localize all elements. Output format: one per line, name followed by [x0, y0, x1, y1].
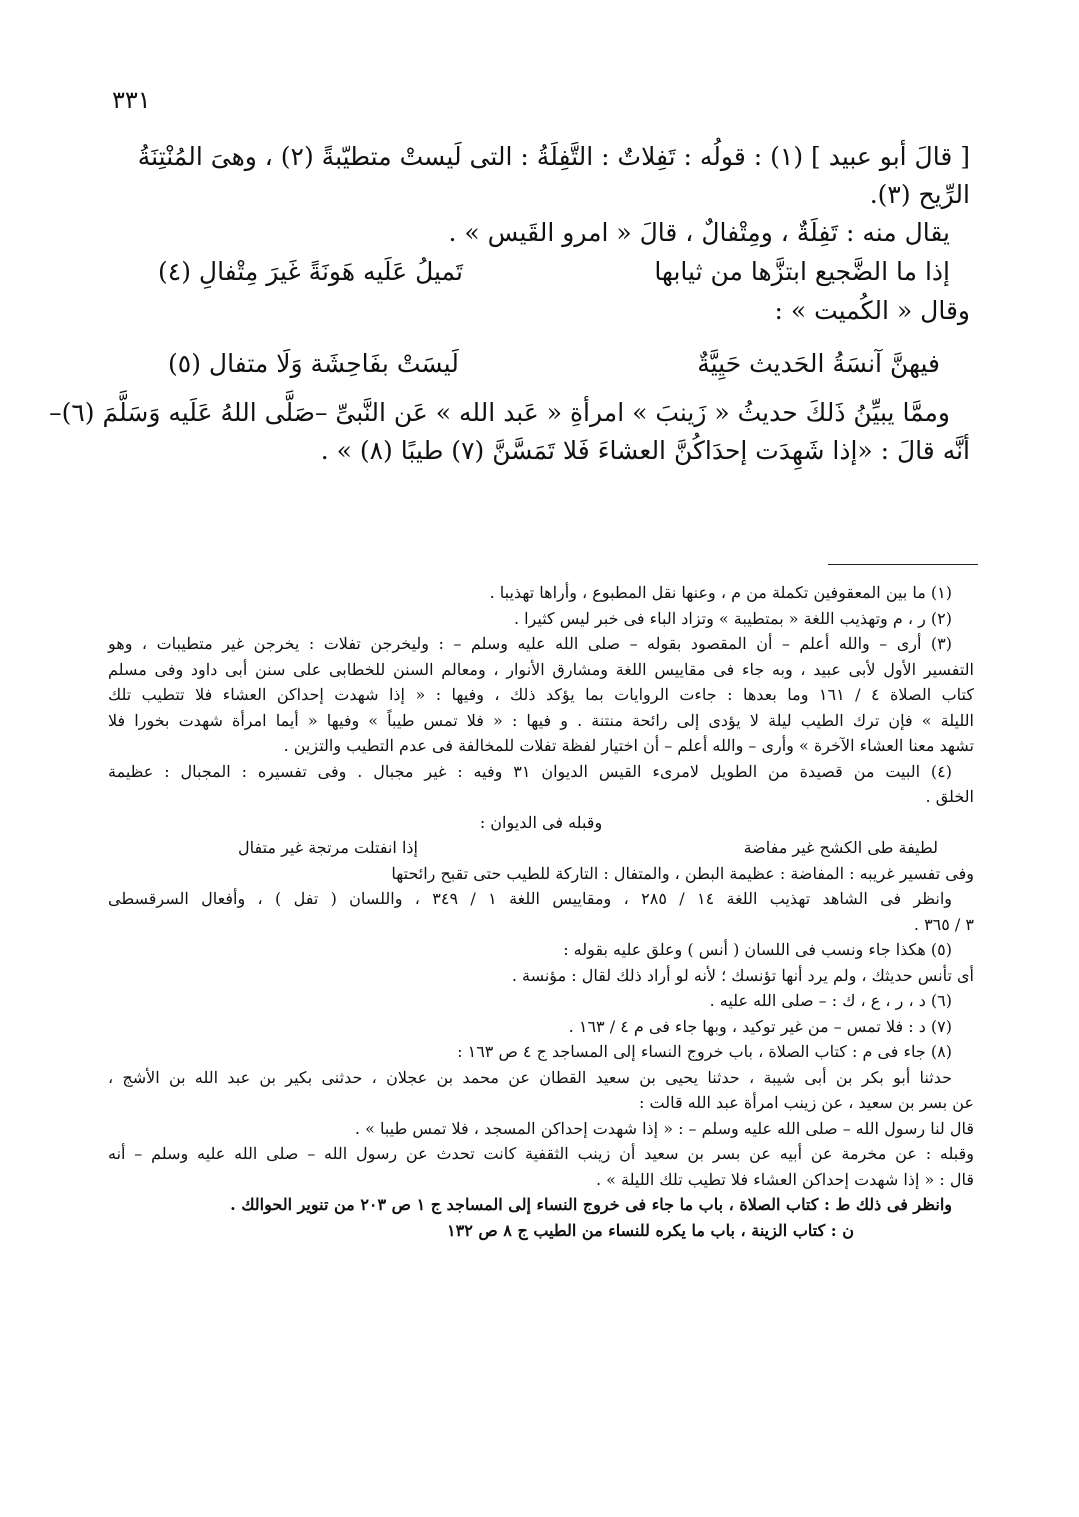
footnote-2: (٢) ر ، م وتهذيب اللغة « بمتطيبة » وتزاد الباء فى خبر ليس كثيرا . [513, 608, 952, 628]
main-line-1: [ قالَ أبو عبيد ] (١) : قولُه : تَفِلاتٌ : التَّفِلَةُ : التى لَيستْ متطيّبةً (٢) ، وهىَ المُنْتِنَةُ [137, 142, 970, 171]
footnote-separator [828, 564, 978, 565]
verse-1-second-hemistich: تَميلُ عَلَيه هَونَةً غَيرَ مِتْفالِ (٤) [158, 257, 463, 286]
footnote-4-verse-first: لطيفة طى الكشح غير مفاضة [743, 838, 938, 857]
verse-1 [158, 252, 950, 292]
footnote-4-line-4: وفى تفسير غريبه : المفاضة : عظيمة البطن ، والمتفال : التاركة للطيب حتى تقبح رائحتها [391, 863, 974, 883]
footnote-4-verse-second: إذا انفتلت مرتجة غير متفال [238, 838, 418, 857]
main-text [49, 138, 970, 470]
footnote-8-line-4: قال لنا رسول الله – صلى الله عليه وسلم – : « إذا شهدت إحداكن المسجد ، فلا تمس طيبا » . [354, 1118, 974, 1138]
footnote-4-line-3: وقبله فى الديوان : [479, 812, 603, 832]
footnote-3-line-5: تشهد معنا العشاء الآخرة » وأرى – والله أعلم – أن اختيار لفظة تفلات للمخالفة فى عدم التطيب والتزين . [283, 736, 974, 755]
footnote-5-line-1: (٥) هكذا جاء ونسب فى اللسان ( أنس ) وعلق عليه بقوله : [563, 940, 952, 959]
footnote-3-line-2: التفسير الأول لأبى عبيد ، وبه جاء فى مقاييس اللغة ومشارق الأنوار ، ومعالم السنن للخطابى على سنن أبى داود وفى مسلم [108, 659, 974, 679]
footnote-5-line-2: أى تأنس حديثك ، ولم يرد أنها تؤنسك ؛ لأنه لو أراد ذلك لقال : مؤنسة . [511, 965, 974, 985]
main-line-2: الرِّيح (٣). [869, 180, 970, 209]
footnote-7: (٧) د : فلا تمس – من غير توكيد ، وبها جاء فى م ٤ / ١٦٣ . [568, 1016, 952, 1036]
footnote-8-line-5: وقبله : عن مخرمة عن أبيه عن بسر بن سعيد أن زينب الثقفية كانت تحدث عن رسول الله – صلى الله عليه وسلم – أنه [108, 1144, 974, 1163]
footnote-4-line-5: وانظر فى الشاهد تهذيب اللغة ١٤ / ٢٨٥ ، ومقاييس اللغة ١ / ٣٤٩ ، واللسان ( تفل ) ، وأفعال السرقسطى [108, 889, 953, 908]
footnote-3-line-1: (٣) أرى – والله أعلم – أن المقصود بقوله – صلى الله عليه وسلم – : وليخرجن تفلات : يخرجن غير متطيبات ، وهو [108, 634, 952, 653]
main-line-6: أنَّه قالَ : «إذا شَهِدَت إحدَاكُنَّ العشاءَ فَلا تَمَسَّنَّ (٧) طيبًا (٨) » . [320, 436, 970, 465]
footnote-4-line-2: الخلق . [925, 787, 974, 806]
footnote-8-line-7: وانظر فى ذلك ط : كتاب الصلاة ، باب ما جاء فى خروج النساء إلى المساجد ج ١ ص ٢٠٣ من تنوير الحوالك . [230, 1195, 952, 1214]
footnote-8-line-2: حدثنا أبو بكر بن أبى شيبة ، حدثنا يحيى بن سعيد القطان عن محمد بن عجلان ، حدثنى بكير بن عبد الله بن الأشج ، [108, 1067, 952, 1087]
footnote-1: (١) ما بين المعقوفين تكملة من م ، وعنها نقل المطبوع ، وأراها تهذيبا . [489, 583, 952, 602]
main-line-5: وممَّا يبيِّنُ ذَلكَ حديثُ « زَينبَ » امرأةِ « عَبد الله » عَن النَّبىِّ –صَلَّى اللهُ عَلَيه وَسَلَّمَ (٦)– [49, 398, 950, 427]
verse-2-first-hemistich: فيهنَّ آنسَةُ الحَديث حَيِيَّةٌ [697, 349, 940, 378]
footnote-4-line-1: (٤) البيت من قصيدة من الطويل لامرىء القيس الديوان ٣١ وفيه : غير مجبال . وفى تفسيره : المجبال : عظيمة [108, 761, 953, 781]
main-line-3: يقال منه : تَفِلَةٌ ، ومِتْفالٌ ، قالَ « امرو القَيس » . [448, 218, 950, 247]
verse-2-second-hemistich: لَيسَتْ بفَاحِشَة وَلَا متفال (٥) [168, 349, 459, 378]
footnote-8-line-3: عن بسر بن سعيد ، عن زينب امرأة عبد الله قالت : [639, 1093, 974, 1112]
footnote-8-line-8: ن : كتاب الزينة ، باب ما يكره للنساء من الطيب ج ٨ ص ١٣٢ [447, 1220, 854, 1240]
footnotes [108, 580, 974, 1243]
footnote-4-line-6: ٣ / ٣٦٥ . [913, 914, 974, 934]
footnote-8-line-1: (٨) جاء فى م : كتاب الصلاة ، باب خروج النساء إلى المساجد ج ٤ ص ١٦٣ : [457, 1042, 952, 1061]
footnote-6: (٦) د ، ر ، ع ، ك : – صلى الله عليه . [709, 991, 952, 1010]
footnote-3-line-4: الليلة » فإن ترك الطيب ليلة لا يؤدى إلى رائحة منتنة . و فيها : « فلا تمس طيباً » وفيها « أيما امرأة شهدت بخورا فلا [108, 710, 974, 730]
verse-1-first-hemistich: إذا ما الضَّجيع ابتزَّها من ثيابها [654, 257, 950, 286]
page-number: ٣٣١ [112, 86, 151, 114]
footnote-3-line-3: كتاب الصلاة ٤ / ١٦١ وما بعدها : جاءت الروايات بما يؤكد ذلك ، وفيها : « إذا شهدت إحداكن العشاء فلا تتطيب تلك [108, 685, 974, 704]
footnote-8-line-6: قال : « إذا شهدت إحداكن العشاء فلا تطيب تلك الليلة » . [595, 1169, 974, 1189]
footnote-4-verse [108, 835, 974, 861]
main-line-4: وقال « الكُميت » : [774, 296, 970, 325]
verse-2 [168, 344, 940, 384]
